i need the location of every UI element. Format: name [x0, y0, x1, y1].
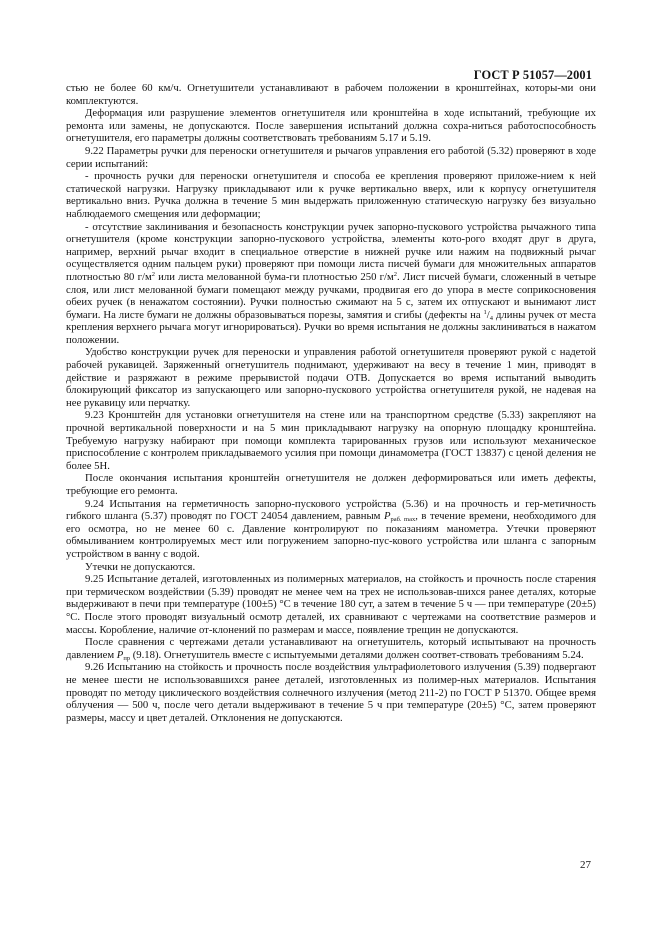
paragraph: После окончания испытания кронштейн огнетушителя не должен деформироваться или иметь дефекты, требующие его ремонта.: [66, 472, 596, 497]
text-run: . Лист писчей бумаги, сложенный в четыре слоя, или лист мелованной бумаги помещают между ручками, продвигая его до упора в месте соприкосновения обеих ручек (в ненажатом состоянии). Ручки полностью сжимают на 5 с, затем их отпускают и вынимают лист бумаги. На листе бумаги не должны образовываться порезы, замятия и сгибы (дефекты на: [66, 270, 596, 321]
pressure-symbol: P: [383, 510, 391, 523]
paragraph: Деформация или разрушение элементов огнетушителя или кронштейна в ходе испытаний, требующие их ремонта или замены, не допускаются. После завершения испытаний должна сохра-ниться работоспособность огнетушителя, его параметры должны соответствовать требованиям 5.17 и 5.19.: [66, 107, 596, 145]
pressure-subscript: раб. max: [390, 516, 416, 524]
paragraph: 9.25 Испытание деталей, изготовленных из полимерных материалов, на стойкость и прочность после старения при термическом воздействии (5.39) проводят не менее чем на трех не использовав-шихся ранее деталях, которые выдерживают в печи при температуре (100±5) °С в течение 180 сут, а затем в течение 5 ч — при температуре (20±5) °С. После этого проводят визуальный осмотр деталей, их сравнивают с чертежами на соответствие размеров и массы. Коробление, наличие от-клонений по размерам и массе, появление трещин не допускаются.: [66, 573, 596, 636]
paragraph: Удобство конструкции ручек для переноски и управления работой огнетушителя проверяют рукой с надетой рабочей рукавицей. Заряженный огнетушитель поднимают, удерживают на весу в течение 1 мин, приводят в действие и разряжают в режиме прерывистой подачи ОТВ. Допускается во время испытаний выводить блокирующий фиксатор из запускающего или запорно-пускового устройства огнетушителя рукой, не надевая на нее рукавицу или перчатку.: [66, 346, 596, 409]
paragraph: Утечки не допускаются.: [85, 560, 196, 573]
paragraph: [66, 498, 596, 561]
pressure-symbol: P: [116, 648, 124, 661]
text-run: или листа мелованной бума-ги плотностью 250 г/м: [154, 270, 394, 283]
text-run: После сравнения с чертежами детали устанавливают на огнетушитель, который испытывают на прочность давлением: [66, 636, 596, 661]
paragraph: стью не более 60 км/ч. Огнетушители устанавливают в рабочем положении в кронштейнах, которы-ми они комплектуются.: [66, 82, 596, 107]
text-run: - отсутствие заклинивания и безопасность конструкции ручек запорно-пускового устройства рычажного типа огнетушителя (кроме конструкции запорно-пускового устройства, элементы кото-рого входят друг в друга, например, верхний рычаг входит в специальное отверстие в нижней ручке или нажим на подвижный рычаг осуществляется одним пальцем руки) проверяют при помощи листа писчей бумаги для множительных аппаратов плотностью 80 г/м: [66, 220, 596, 283]
paragraph: [66, 636, 596, 661]
paragraph: - прочность ручки для переноски огнетушителя и способа ее крепления проверяют приложе-нием к ней статической нагрузки. Нагрузку прикладывают или к ручке вертикально вверх, или к корпусу огнетушителя вертикально вниз. Ручка должна в течение 5 мин выдержать приложенную статическую нагрузку без визуально наблюдаемого смещения или деформации;: [66, 170, 596, 220]
pressure-subscript: пр: [123, 654, 131, 662]
superscript: 2: [151, 270, 155, 278]
fraction-slash: /: [486, 308, 490, 321]
paragraph: 9.26 Испытанию на стойкость и прочность после воздействия ультрафиолетового излучения (5.39) подвергают не менее шести не использовавшихся ранее деталей, изготовленных из полимер-ных материалов. Испытания проводят по методу циклического воздействия солнечного излучения (метод 211-2) по ГОСТ Р 51370. Общее время облучения — 500 ч, после чего детали выдерживают в течение 5 ч при температуре (20±5) °С, затем проверяют размеры, массу и цвет деталей. Отклонения не допускаются.: [66, 661, 596, 724]
superscript: 2: [393, 270, 397, 278]
fraction-numerator: 1: [483, 308, 487, 316]
standard-number: ГОСТ Р 51057—2001: [473, 68, 592, 82]
text-run: длины ручек от места крепления верхнего рычага могут игнорироваться). Ручки во время испытания не должны заклиниваться в нажатом положении.: [66, 308, 596, 346]
paragraph: [66, 221, 596, 347]
fraction-denominator: 4: [489, 314, 494, 322]
text-run: (9.18). Огнетушитель вместе с испытуемыми деталями должен соответ-ствовать требованиям 5.24.: [130, 648, 584, 661]
paragraph: 9.23 Кронштейн для установки огнетушителя на стене или на транспортном средстве (5.33) закрепляют на прочной вертикальной поверхности и на 5 мин прикладывают нагрузку на опорную площадку кронштейна. Требуемую нагрузку набирают при помощи комплекта тарированных грузов или используют механическое приспособление с контролем прикладываемого усилия при помощи динамометра (ГОСТ 13837) с ценой деления не более 5Н.: [66, 409, 596, 472]
paragraph: 9.22 Параметры ручки для переноски огнетушителя и рычагов управления его работой (5.32) проверяют в ходе серии испытаний:: [66, 144, 596, 170]
text-run: 9.24 Испытания на герметичность запорно-пускового устройства (5.36) и на прочность и гер-метичность гибкого шланга (5.37) проводят по ГОСТ 24054 давлением, равным: [66, 497, 596, 523]
page-number: 27: [580, 859, 591, 871]
text-run: , в течение времени, необходимого для его осмотра, но не менее 60 с. Давление контролируют по показаниям манометра. Утечки проверяют обмыливанием контролируемых мест или погружением запорно-пус-кового устройства или шланга с запорным устройством в ванну с водой.: [66, 510, 597, 560]
document-body: [66, 82, 596, 724]
